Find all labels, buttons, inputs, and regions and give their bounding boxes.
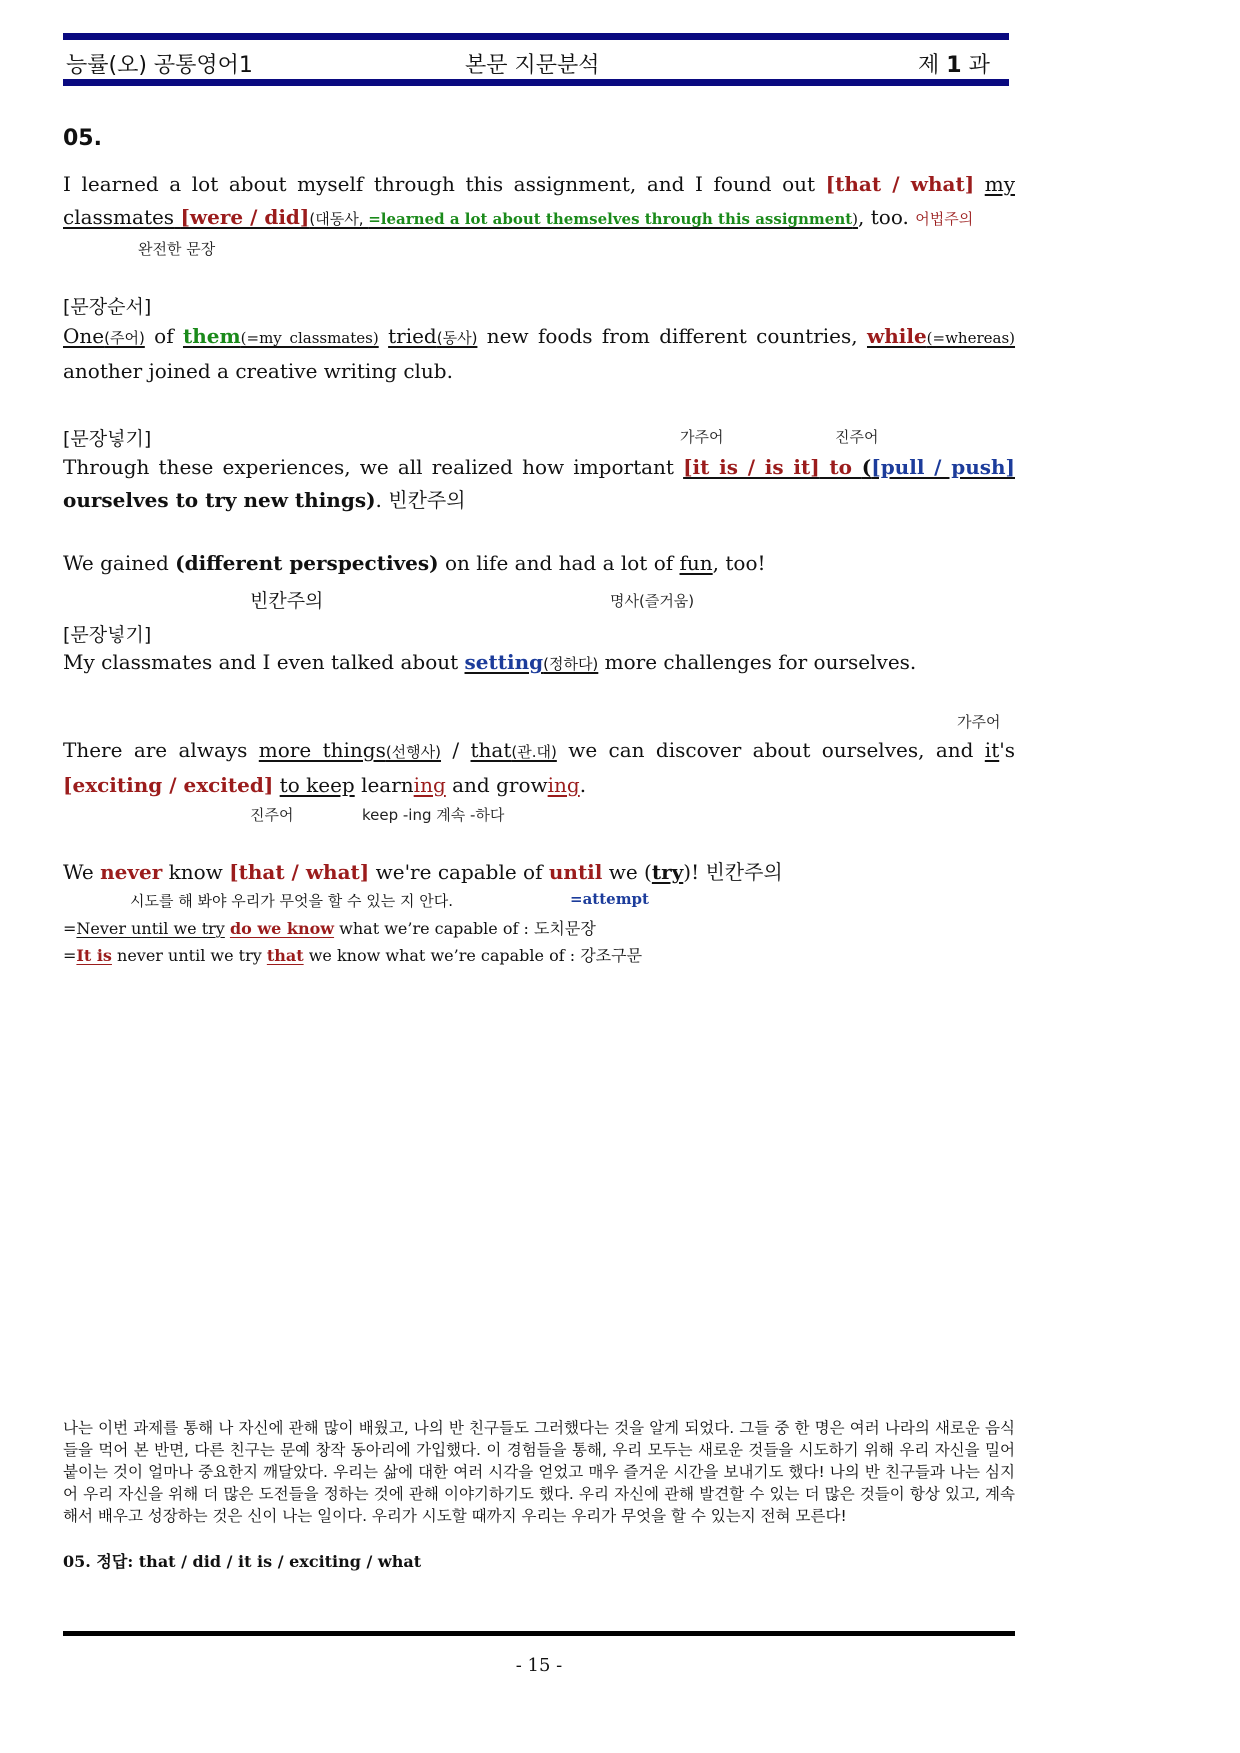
note-attempt: =attempt (570, 890, 649, 908)
label-sentence-insert-1: [문장넣기] (63, 428, 152, 450)
sentence-6: There are always more things(선행사) / that(관.대) we can discover about ourselves, and it's [exciting / excited] to keep learning and growing. (63, 738, 1015, 797)
grammar-warning-tag: 어법주의 (915, 210, 974, 228)
sentence-4: We gained (different perspectives) on life and had a lot of fun, too! (63, 551, 766, 575)
sentence-7: We never know [that / what] we're capable of until we (try)! 빈칸주의 (63, 860, 783, 884)
choice-that-what-2: [that / what] (229, 860, 370, 884)
alt-inversion-sentence: =Never until we try do we know what we’re capable of : 도치문장 (63, 919, 596, 938)
page-number: - 15 - (515, 1655, 563, 1676)
sentence-3: Through these experiences, we all realized how important [it is / is it] to ([pull / push] ourselves to try new things). 빈칸주의 (63, 455, 1015, 512)
choice-were-did: [were / did] (180, 205, 310, 229)
choice-it-is: [it is / is it] (683, 455, 820, 479)
sentence-1: I learned a lot about myself through this assignment, and I found out [that / what] my classmates [were / did](대동사, =learned a lot about themselves through this assignment), too. 어법주의 (63, 172, 1015, 229)
choice-pull-push: [pull / push] (871, 455, 1015, 479)
sentence-2: One(주어) of them(=my classmates) tried(동사) new foods from different countries, while(=whereas) another joined a creative writing club. (63, 324, 1016, 383)
note-real-subject-2: 진주어 (250, 806, 294, 824)
choice-exciting-excited: [exciting / excited] (63, 773, 274, 797)
label-sentence-order: [문장순서] (63, 296, 152, 318)
header-lesson-number: 제 1 과 (918, 53, 990, 78)
note-keep-ing: keep -ing 계속 -하다 (362, 806, 505, 824)
blank-warning-tag: 빈칸주의 (388, 488, 466, 512)
note-complete-sentence: 완전한 문장 (138, 240, 216, 258)
note-real-subject: 진주어 (835, 428, 879, 446)
sentence-5: My classmates and I even talked about setting(정하다) more challenges for ourselves. (63, 650, 917, 674)
note-korean-translation: 시도를 해 봐야 우리가 무엇을 할 수 있는 지 안다. (130, 892, 453, 910)
header-section-title: 본문 지문분석 (465, 53, 600, 78)
choice-that-what: [that / what] (825, 172, 975, 196)
alt-emphasis-sentence: =It is never until we try that we know what we’re capable of : 강조구문 (63, 946, 643, 965)
underlined-clause: my classmates [were / did](대동사, =learned a lot about themselves through this assignment) (63, 172, 1015, 229)
header-textbook-title: 능률(오) 공통영어1 (66, 53, 253, 78)
note-dummy-subject: 가주어 (680, 428, 724, 446)
answer-key: 05. 정답: that / did / it is / exciting / what (63, 1552, 422, 1571)
note-blank-warning: 빈칸주의 (250, 590, 324, 612)
question-number: 05. (63, 126, 102, 151)
label-sentence-insert-2: [문장넣기] (63, 624, 152, 646)
note-noun-fun: 명사(즐거움) (610, 592, 695, 610)
note-dummy-subject-2: 가주어 (957, 713, 1001, 731)
header-bottom-bar (63, 79, 1009, 86)
korean-translation-paragraph: 나는 이번 과제를 통해 나 자신에 관해 많이 배웠고, 나의 반 친구들도 그러했다는 것을 알게 되었다. 그들 중 한 명은 여러 나라의 새로운 음식들을 먹어 본 반면, 다른 친구는 문예 창작 동아리에 가입했다. 이 경험들을 통해, 우리 모두는 새로운 것들을 시도하기 위해 우리 자신을 밀어붙이는 것이 얼마나 중요한지 깨달았다. 우리는 삶에 대한 여러 시각을 얻었고 매우 즐거운 시간을 보내기도 했다! 나의 반 친구들과 나는 심지어 우리 자신을 위해 더 많은 도전들을 정하는 것에 관해 이야기하기도 했다. 우리 자신에 관해 발견할 수 있는 더 많은 것들이 항상 있고, 계속해서 배우고 성장하는 것은 신이 나는 일이다. 우리가 시도할 때까지 우리는 우리가 무엇을 할 수 있는지 전혀 모른다! (63, 1419, 1015, 1525)
footer-bar (63, 1631, 1015, 1636)
header-top-bar (63, 33, 1009, 40)
